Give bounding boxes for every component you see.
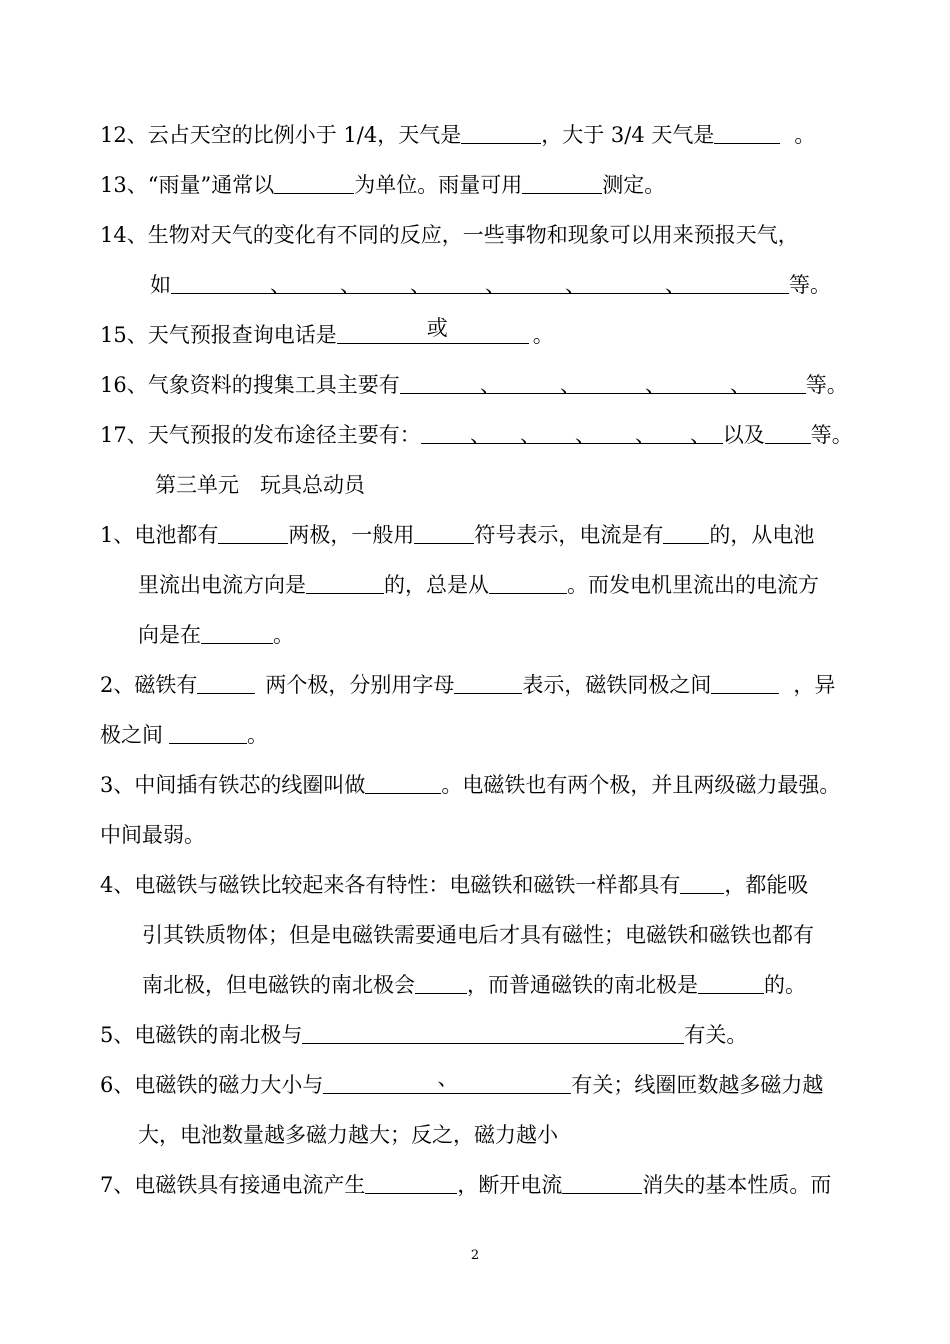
unit-question-3: 3、中间插有铁芯的线圈叫做 。电磁铁也有两个极，并且两级磁力最强。 — [100, 773, 841, 797]
page-number: 2 — [470, 1248, 480, 1263]
question-12: 12、云占天空的比例小于 1/4，天气是 ，大于 3/4 天气是 。 — [100, 123, 816, 147]
blank[interactable] — [197, 671, 255, 694]
unit-question-2-cont: 极之间 。 — [100, 723, 268, 747]
unit-question-1-cont: 向是在 。 — [138, 623, 294, 647]
blank[interactable] — [169, 721, 247, 744]
blank[interactable] — [663, 521, 709, 544]
question-14-cont: 如 等。 — [150, 273, 831, 297]
blank[interactable] — [365, 1171, 457, 1194]
blank[interactable] — [714, 121, 780, 144]
question-16: 16、气象资料的搜集工具主要有 等。 — [100, 373, 848, 397]
sep: 、 — [560, 373, 581, 397]
blank[interactable] — [302, 1021, 684, 1044]
sep: 、 — [340, 273, 361, 297]
blank[interactable] — [415, 971, 467, 994]
unit-question-4-cont: 南北极，但电磁铁的南北极会 ，而普通磁铁的南北极是 的。 — [142, 973, 806, 997]
unit-question-1-cont: 里流出电流方向是 的，总是从 。而发电机里流出的电流方 — [138, 573, 819, 597]
blank[interactable] — [365, 771, 441, 794]
blank[interactable] — [274, 171, 354, 194]
blank[interactable] — [522, 171, 602, 194]
sep: 、 — [485, 273, 506, 297]
sep: 、 — [480, 373, 501, 397]
blank[interactable]: 、 — [323, 1071, 571, 1094]
blank[interactable] — [201, 621, 273, 644]
blank[interactable] — [698, 971, 764, 994]
sep: 、 — [645, 373, 666, 397]
sep: 、 — [690, 423, 711, 447]
unit-question-4: 4、电磁铁与磁铁比较起来各有特性：电磁铁和磁铁一样都具有 ，都能吸 — [100, 873, 809, 897]
unit-question-7: 7、电磁铁具有接通电流产生 ，断开电流 消失的基本性质。而 — [100, 1173, 832, 1197]
blank[interactable] — [461, 121, 541, 144]
blank[interactable]: 或 — [337, 321, 529, 344]
unit-question-6-cont: 大，电池数量越多磁力越大；反之，磁力越小 — [138, 1123, 558, 1147]
sep: 、 — [575, 423, 596, 447]
sep: 、 — [730, 373, 751, 397]
sep: 、 — [665, 273, 686, 297]
sep: 、 — [270, 273, 291, 297]
blank[interactable] — [680, 871, 724, 894]
blank[interactable] — [218, 521, 288, 544]
sep: 、 — [565, 273, 586, 297]
unit-question-3-cont: 中间最弱。 — [100, 823, 205, 847]
sep: 、 — [470, 423, 491, 447]
unit-question-5: 5、电磁铁的南北极与 有关。 — [100, 1023, 748, 1047]
blank[interactable] — [489, 571, 567, 594]
blank[interactable] — [306, 571, 384, 594]
question-15: 15、天气预报查询电话是 或 。 — [100, 316, 554, 347]
blank[interactable] — [171, 271, 789, 294]
blank[interactable] — [421, 421, 723, 444]
unit-question-4-cont: 引其铁质物体；但是电磁铁需要通电后才具有磁性；电磁铁和磁铁也都有 — [142, 923, 814, 947]
sep: 、 — [520, 423, 541, 447]
sep: 、 — [635, 423, 656, 447]
unit-heading: 第三单元 玩具总动员 — [155, 473, 365, 497]
sep: 、 — [410, 273, 431, 297]
question-17: 17、天气预报的发布途径主要有： 以及 等。 — [100, 423, 853, 447]
question-13: 13、“雨量”通常以 为单位。雨量可用 测定。 — [100, 173, 666, 197]
unit-question-6: 6、电磁铁的磁力大小与 、 有关；线圈匝数越多磁力越 — [100, 1066, 824, 1097]
blank[interactable] — [454, 671, 522, 694]
unit-question-2: 2、磁铁有 两个极，分别用字母 表示，磁铁同极之间 ，异 — [100, 673, 836, 697]
blank[interactable] — [414, 521, 474, 544]
unit-question-1: 1、电池都有 两极，一般用 符号表示，电流是有 的，从电池 — [100, 523, 815, 547]
blank[interactable] — [562, 1171, 642, 1194]
blank[interactable] — [711, 671, 779, 694]
blank[interactable] — [765, 421, 811, 444]
question-14: 14、生物对天气的变化有不同的反应，一些事物和现象可以用来预报天气， — [100, 223, 799, 247]
